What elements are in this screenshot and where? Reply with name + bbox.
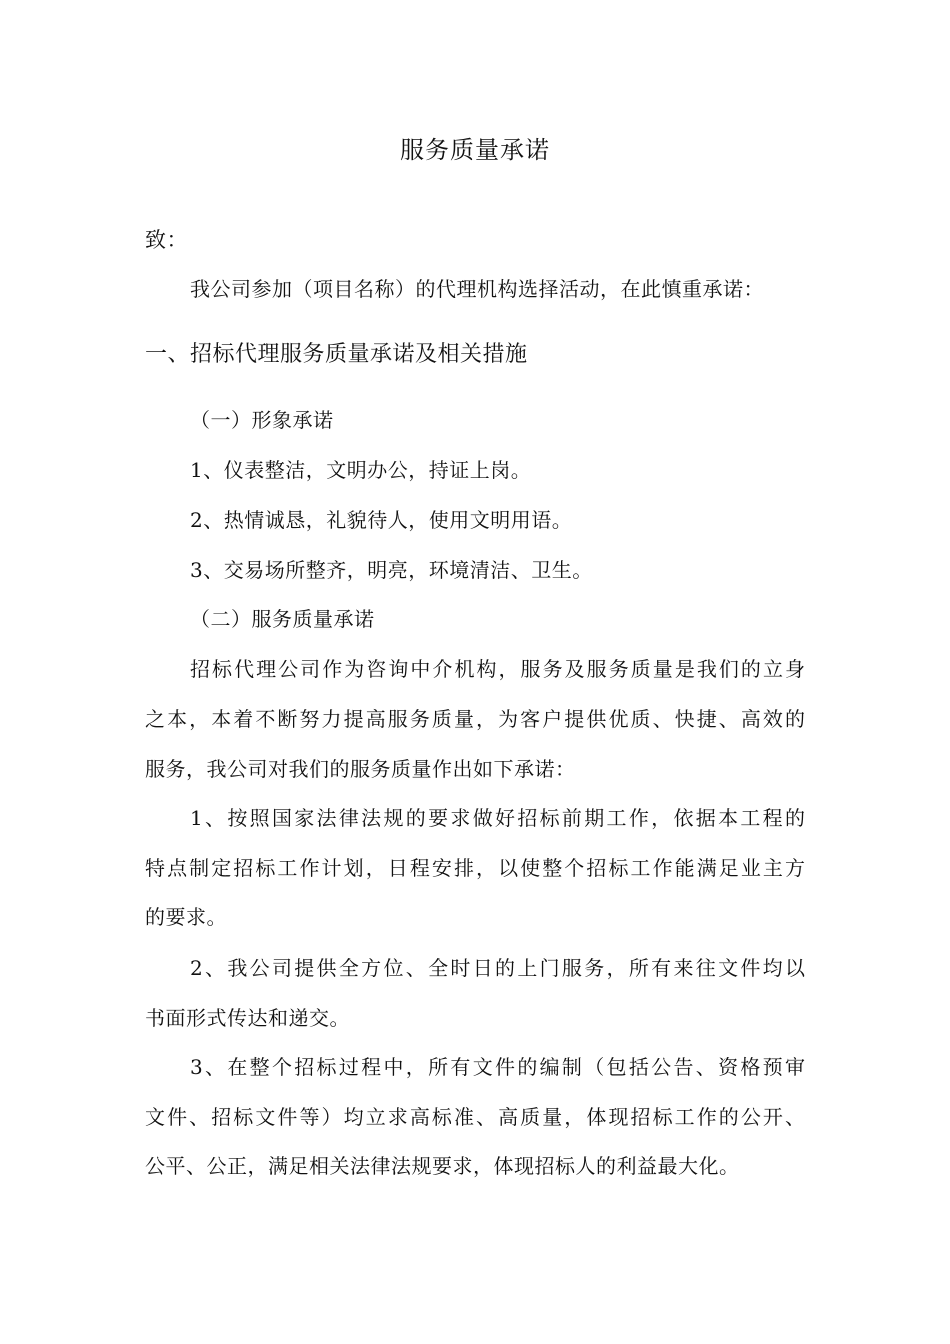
subsection-1-heading: （一）形象承诺: [190, 408, 334, 432]
commitment-3-line-3: 公平、公正，满足相关法律法规要求，体现招标人的利益最大化。: [145, 1154, 740, 1178]
list-item-1: 1、仪表整洁，文明办公，持证上岗。: [190, 458, 532, 482]
list-item-2: 2、热情诚恳，礼貌待人，使用文明用语。: [190, 508, 573, 532]
section-1-heading: 一、招标代理服务质量承诺及相关措施: [145, 342, 528, 367]
commitment-1-line-1: 1、按照国家法律法规的要求做好招标前期工作，依据本工程的: [190, 806, 805, 830]
commitment-3-line-2: 文件、招标文件等）均立求高标准、高质量，体现招标工作的公开、: [145, 1105, 805, 1129]
commitment-1-line-2: 特点制定招标工作计划，日程安排，以使整个招标工作能满足业主方: [145, 856, 805, 880]
commitment-2-line-1: 2、我公司提供全方位、全时日的上门服务，所有来往文件均以: [190, 956, 805, 980]
subsection-2-heading: （二）服务质量承诺: [190, 607, 375, 631]
salutation: 致：: [145, 228, 188, 252]
service-paragraph-line-2: 之本，本着不断努力提高服务质量，为客户提供优质、快捷、高效的: [145, 707, 805, 731]
list-item-3: 3、交易场所整齐，明亮，环境清洁、卫生。: [190, 558, 593, 582]
service-paragraph-line-1: 招标代理公司作为咨询中介机构，服务及服务质量是我们的立身: [190, 657, 805, 681]
commitment-2-line-2: 书面形式传达和递交。: [145, 1006, 350, 1030]
service-paragraph-line-3: 服务，我公司对我们的服务质量作出如下承诺：: [145, 757, 576, 781]
commitment-1-line-3: 的要求。: [145, 905, 227, 929]
commitment-3-line-1: 3、在整个招标过程中，所有文件的编制（包括公告、资格预审: [190, 1055, 805, 1079]
intro-paragraph: 我公司参加（项目名称）的代理机构选择活动，在此慎重承诺：: [190, 277, 764, 301]
document-title: 服务质量承诺: [400, 136, 550, 164]
